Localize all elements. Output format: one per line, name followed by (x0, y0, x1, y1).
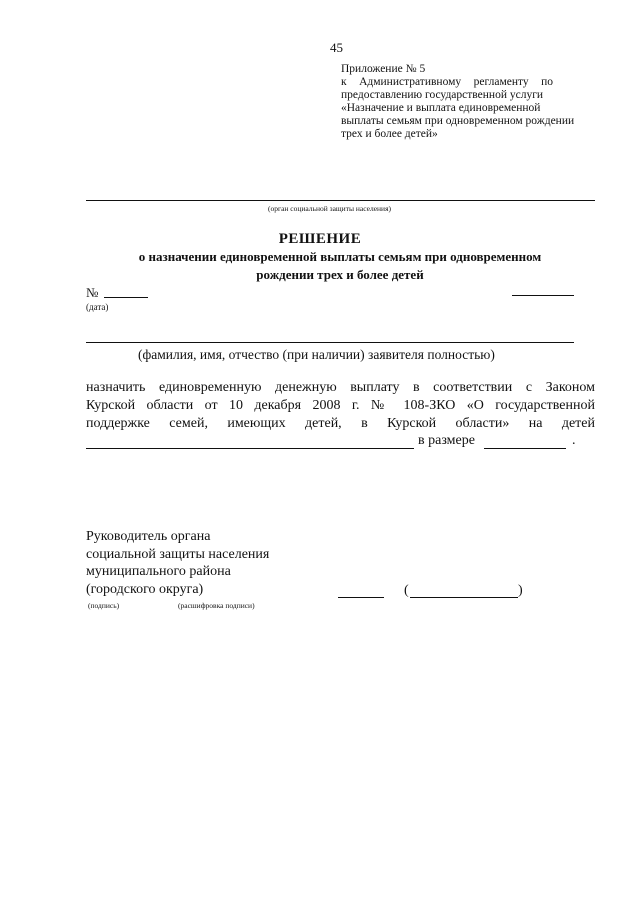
org-fill-line (86, 200, 595, 201)
subtitle-line: рождении трех и более детей (256, 267, 424, 282)
appendix-line: Приложение № 5 (341, 63, 426, 75)
appendix-line: «Назначение и выплата единовременной (341, 102, 541, 114)
signer-line: муниципального района (86, 564, 231, 579)
decipher-fill-line (410, 597, 518, 598)
children-fill-line (86, 448, 414, 449)
end-dot: . (572, 433, 576, 448)
number-fill-line (104, 297, 148, 298)
signer-line: (городского округа) (86, 581, 204, 597)
appendix-word: по (541, 76, 553, 88)
amount-fill-line (484, 448, 566, 449)
appendix-word: к (341, 76, 347, 88)
signer-line: социальной защиты населения (86, 546, 270, 562)
number-label: № (86, 285, 99, 300)
signature-fill-line (338, 597, 384, 598)
signer-line: Руководитель органа (86, 529, 211, 544)
subtitle-line: о назначении единовременной выплаты семьям при одновременном (138, 249, 542, 264)
amount-label: в размере (418, 433, 475, 448)
org-caption: (орган социальной защиты населения) (268, 204, 392, 213)
date-fill-line (512, 295, 574, 296)
appendix-word: Административному (359, 76, 462, 88)
appendix-line: трех и более детей» (341, 128, 438, 140)
appendix-line (341, 76, 553, 89)
date-caption: (дата) (86, 302, 109, 312)
decipher-caption: (расшифровка подписи) (178, 601, 255, 610)
appendix-word: регламенту (473, 76, 529, 88)
paren-close: ) (518, 583, 523, 598)
appendix-line: выплаты семьям при одновременном рождении (341, 115, 575, 127)
document-title: РЕШЕНИЕ (278, 231, 362, 247)
body-line: Курской области от 10 декабря 2008 г. № 108-ЗКО «О государственной (86, 398, 595, 413)
body-line: поддержке семей, имеющих детей, в Курской области» на детей (86, 416, 595, 431)
document-subtitle (95, 248, 585, 284)
fio-caption: (фамилия, имя, отчество (при наличии) заявителя полностью) (138, 347, 495, 362)
appendix-header (341, 63, 591, 141)
body-line: назначить единовременную денежную выплату в соответствии с Законом (86, 380, 595, 395)
signer-block (86, 528, 269, 598)
page-number: 45 (330, 40, 343, 55)
paren-open: ( (404, 583, 409, 598)
fio-fill-line (86, 342, 574, 343)
signature-caption: (подпись) (88, 601, 120, 610)
appendix-line: предоставлению государственной услуги (341, 89, 544, 101)
